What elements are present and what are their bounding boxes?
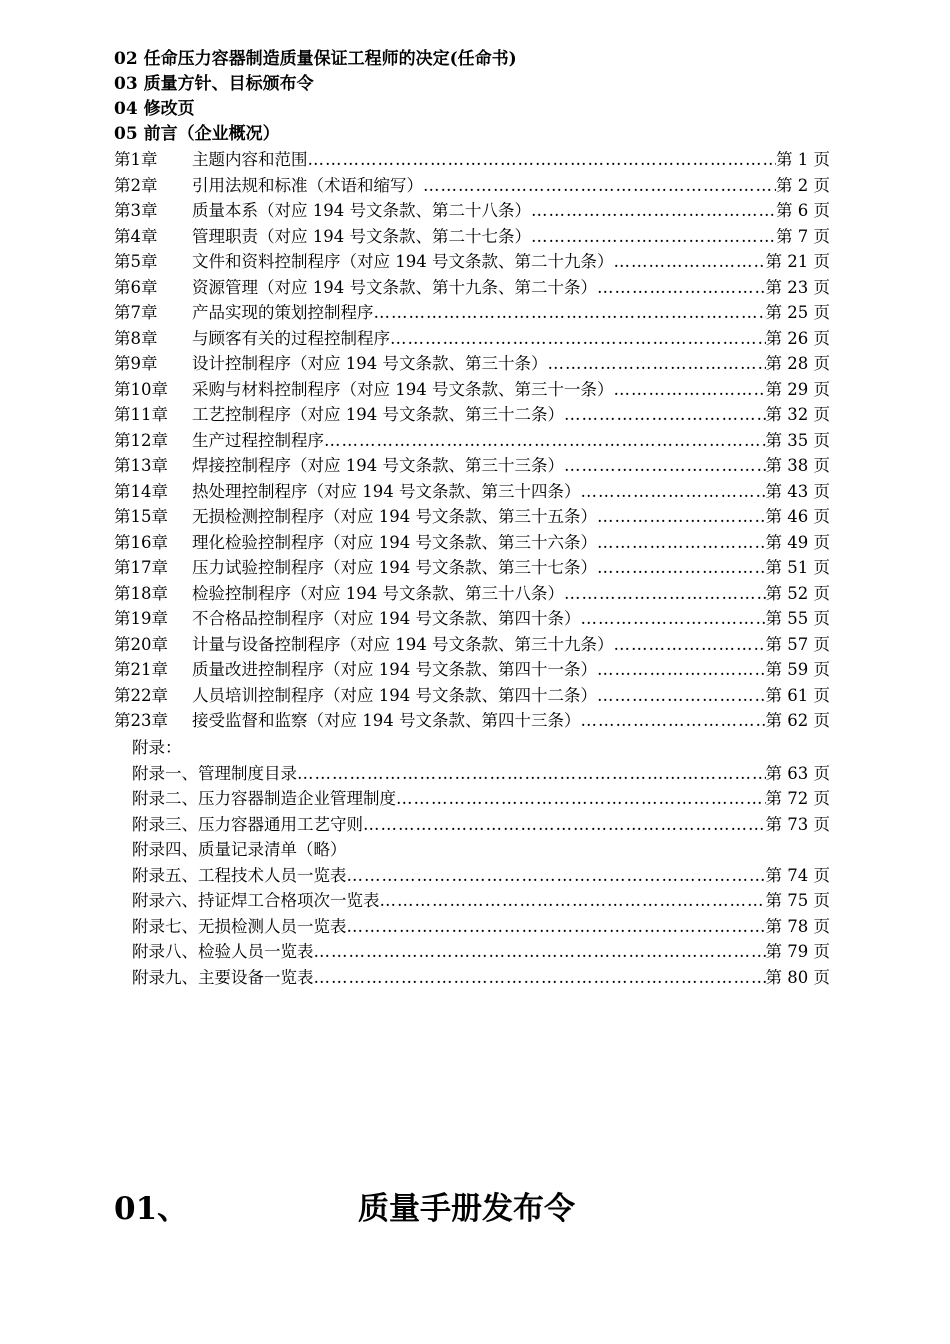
toc-row (114, 147, 830, 173)
toc-page-number: 第 49 页 (765, 532, 830, 552)
toc-leader-dots (580, 479, 765, 505)
toc-title: 质量改进控制程序（对应 194 号文条款、第四十一条） (192, 660, 597, 679)
toc-leader-dots (597, 657, 766, 683)
toc-page-number: 第 62 页 (765, 711, 830, 730)
appendix-row (132, 888, 830, 914)
toc-row (114, 479, 830, 505)
appendix-row (132, 965, 830, 991)
toc-row (114, 453, 830, 479)
toc-title: 设计控制程序（对应 194 号文条款、第三十条） (192, 354, 548, 373)
toc-chapter: 第14章 (114, 481, 168, 501)
toc-leader-dots (531, 224, 776, 250)
appendix-leader-dots (347, 863, 766, 889)
toc-page-number: 第 7 页 (776, 226, 830, 246)
appendix-page-number: 第 63 页 (765, 763, 830, 783)
toc-page-number: 第 59 页 (765, 660, 830, 679)
appendix-page-number: 第 75 页 (765, 891, 830, 910)
toc-leader-dots (597, 555, 766, 581)
toc-page-number: 第 43 页 (765, 481, 830, 501)
toc-title: 检验控制程序（对应 194 号文条款、第三十八条） (192, 583, 564, 603)
toc-title: 热处理控制程序（对应 194 号文条款、第三十四条） (192, 481, 581, 501)
toc-leader-dots (390, 326, 766, 352)
toc-chapter: 第2章 (114, 175, 158, 195)
toc-chapter: 第1章 (114, 150, 158, 169)
toc-page-number: 第 26 页 (765, 328, 830, 348)
toc-page-number: 第 29 页 (765, 379, 830, 399)
toc-chapter: 第16章 (114, 532, 168, 552)
toc-title: 资源管理（对应 194 号文条款、第十九条、第二十条） (192, 277, 597, 297)
toc-title: 无损检测控制程序（对应 194 号文条款、第三十五条） (192, 507, 597, 526)
appendix-leader-dots (347, 914, 766, 940)
appendix-leader-dots (314, 939, 766, 965)
toc-row (114, 428, 830, 454)
toc-page-number: 第 46 页 (765, 507, 830, 526)
appendix-leader-dots (396, 786, 766, 812)
appendix-leader-dots (314, 965, 766, 991)
appendix-page-number: 第 72 页 (765, 789, 830, 808)
header-line-preface: 05 前言（企业概况） (114, 124, 280, 144)
toc-chapter: 第3章 (114, 201, 158, 220)
toc-leader-dots (547, 351, 765, 377)
toc-page-number: 第 57 页 (765, 634, 830, 654)
toc-chapter: 第20章 (114, 634, 168, 654)
toc-chapter: 第7章 (114, 303, 158, 322)
toc-title: 质量本系（对应 194 号文条款、第二十八条） (192, 201, 531, 220)
toc-row (114, 300, 830, 326)
appendix-row (132, 939, 830, 965)
toc-title: 产品实现的策划控制程序 (192, 303, 374, 322)
toc-leader-dots (613, 249, 765, 275)
appendix-row (132, 837, 830, 863)
toc-leader-dots (597, 504, 766, 530)
appendix-title: 附录九、主要设备一览表 (132, 967, 314, 987)
toc-row (114, 657, 830, 683)
toc-leader-dots (613, 632, 765, 658)
appendix-leader-dots (380, 888, 766, 914)
toc-title: 生产过程控制程序 (192, 430, 324, 450)
toc-chapter: 第4章 (114, 226, 158, 246)
toc-leader-dots (564, 453, 766, 479)
toc-chapter: 第22章 (114, 685, 168, 705)
toc-row (114, 377, 830, 403)
toc-row (114, 326, 830, 352)
appendix-title: 附录三、压力容器通用工艺守则 (132, 814, 363, 834)
toc-title: 接受监督和监察（对应 194 号文条款、第四十三条） (192, 711, 581, 730)
toc-row (114, 632, 830, 658)
toc-title: 与顾客有关的过程控制程序 (192, 328, 390, 348)
appendix-title: 附录六、持证焊工合格项次一览表 (132, 891, 380, 910)
toc-leader-dots (308, 147, 777, 173)
toc-title: 焊接控制程序（对应 194 号文条款、第三十三条） (192, 456, 564, 475)
toc-leader-dots (564, 581, 766, 607)
appendix-row (132, 786, 830, 812)
toc-chapter: 第5章 (114, 252, 158, 271)
toc-row (114, 708, 830, 734)
toc-row (114, 224, 830, 250)
toc-page-number: 第 25 页 (765, 303, 830, 322)
toc-page-number: 第 38 页 (765, 456, 830, 475)
toc-row (114, 504, 830, 530)
toc-chapter: 第19章 (114, 609, 168, 628)
toc-page-number: 第 6 页 (776, 201, 830, 220)
toc-leader-dots (374, 300, 766, 326)
toc-page-number: 第 55 页 (765, 609, 830, 628)
appendix-title: 附录一、管理制度目录 (132, 763, 297, 783)
section-number: 01、 (114, 1191, 189, 1227)
appendix-title: 附录七、无损检测人员一览表 (132, 916, 347, 936)
toc-title: 主题内容和范围 (192, 150, 308, 169)
toc-row (114, 173, 830, 199)
toc-page-number: 第 28 页 (765, 354, 830, 373)
toc-chapter: 第9章 (114, 354, 158, 373)
toc-leader-dots (531, 198, 776, 224)
toc-title: 管理职责（对应 194 号文条款、第二十七条） (192, 226, 531, 246)
toc-title: 理化检验控制程序（对应 194 号文条款、第三十六条） (192, 532, 597, 552)
toc-row (114, 249, 830, 275)
toc-leader-dots (564, 402, 766, 428)
appendix-section (132, 735, 830, 990)
toc-title: 计量与设备控制程序（对应 194 号文条款、第三十九条） (192, 634, 614, 654)
appendix-row (132, 914, 830, 940)
appendix-page-number: 第 79 页 (765, 942, 830, 961)
toc-chapter: 第13章 (114, 456, 168, 475)
toc-row (114, 555, 830, 581)
appendix-page-number: 第 78 页 (765, 916, 830, 936)
toc-row (114, 530, 830, 556)
toc-leader-dots (597, 275, 766, 301)
toc-row (114, 275, 830, 301)
appendix-page-number: 第 73 页 (765, 814, 830, 834)
appendix-title: 附录四、质量记录清单（略） (132, 840, 347, 859)
header-line-appointment: 02 任命压力容器制造质量保证工程师的决定(任命书) (114, 49, 517, 69)
toc-leader-dots (580, 606, 765, 632)
toc-title: 引用法规和标准（术语和缩写） (192, 175, 423, 195)
toc-page-number: 第 61 页 (765, 685, 830, 705)
toc-row (114, 581, 830, 607)
toc-leader-dots (580, 708, 765, 734)
toc-leader-dots (423, 173, 776, 199)
toc-row (114, 198, 830, 224)
toc-row (114, 402, 830, 428)
toc-chapter: 第21章 (114, 660, 168, 679)
toc-page-number: 第 1 页 (776, 150, 830, 169)
toc-leader-dots (597, 530, 766, 556)
appendix-page-number: 第 80 页 (765, 967, 830, 987)
appendix-row (132, 863, 830, 889)
toc-chapter: 第8章 (114, 328, 158, 348)
toc-chapter: 第15章 (114, 507, 168, 526)
toc-title: 采购与材料控制程序（对应 194 号文条款、第三十一条） (192, 379, 614, 399)
toc-leader-dots (613, 377, 765, 403)
toc-row (114, 351, 830, 377)
toc-title: 工艺控制程序（对应 194 号文条款、第三十二条） (192, 405, 564, 424)
header-line-quality-policy: 03 质量方针、目标颁布令 (114, 74, 314, 94)
toc-title: 压力试验控制程序（对应 194 号文条款、第三十七条） (192, 558, 597, 577)
toc-chapter: 第6章 (114, 277, 158, 297)
appendix-row (132, 812, 830, 838)
appendix-leader-dots (363, 812, 766, 838)
appendix-title: 附录五、工程技术人员一览表 (132, 865, 347, 885)
appendix-title: 附录二、压力容器制造企业管理制度 (132, 789, 396, 808)
toc-row (114, 683, 830, 709)
appendix-leader-dots (297, 761, 766, 787)
toc-page-number: 第 52 页 (765, 583, 830, 603)
toc-chapter: 第12章 (114, 430, 168, 450)
toc-page-number: 第 23 页 (765, 277, 830, 297)
toc-title: 人员培训控制程序（对应 194 号文条款、第四十二条） (192, 685, 597, 705)
appendix-list (132, 761, 830, 991)
toc-page-number: 第 2 页 (776, 175, 830, 195)
table-of-contents (114, 147, 830, 734)
toc-chapter: 第10章 (114, 379, 168, 399)
toc-page-number: 第 51 页 (765, 558, 830, 577)
appendix-row (132, 761, 830, 787)
header-line-revision-page: 04 修改页 (114, 99, 195, 119)
toc-chapter: 第11章 (114, 405, 168, 424)
toc-chapter: 第23章 (114, 711, 168, 730)
toc-page-number: 第 35 页 (765, 430, 830, 450)
appendix-heading: 附录： (132, 738, 182, 757)
toc-page-number: 第 21 页 (765, 252, 830, 271)
appendix-title: 附录八、检验人员一览表 (132, 942, 314, 961)
toc-leader-dots (597, 683, 766, 709)
appendix-page-number: 第 74 页 (765, 865, 830, 885)
toc-title: 文件和资料控制程序（对应 194 号文条款、第二十九条） (192, 252, 614, 271)
toc-chapter: 第17章 (114, 558, 168, 577)
toc-page-number: 第 32 页 (765, 405, 830, 424)
toc-chapter: 第18章 (114, 583, 168, 603)
toc-title: 不合格品控制程序（对应 194 号文条款、第四十条） (192, 609, 581, 628)
toc-row (114, 606, 830, 632)
toc-leader-dots (324, 428, 766, 454)
section-title: 质量手册发布令 (358, 1191, 575, 1227)
